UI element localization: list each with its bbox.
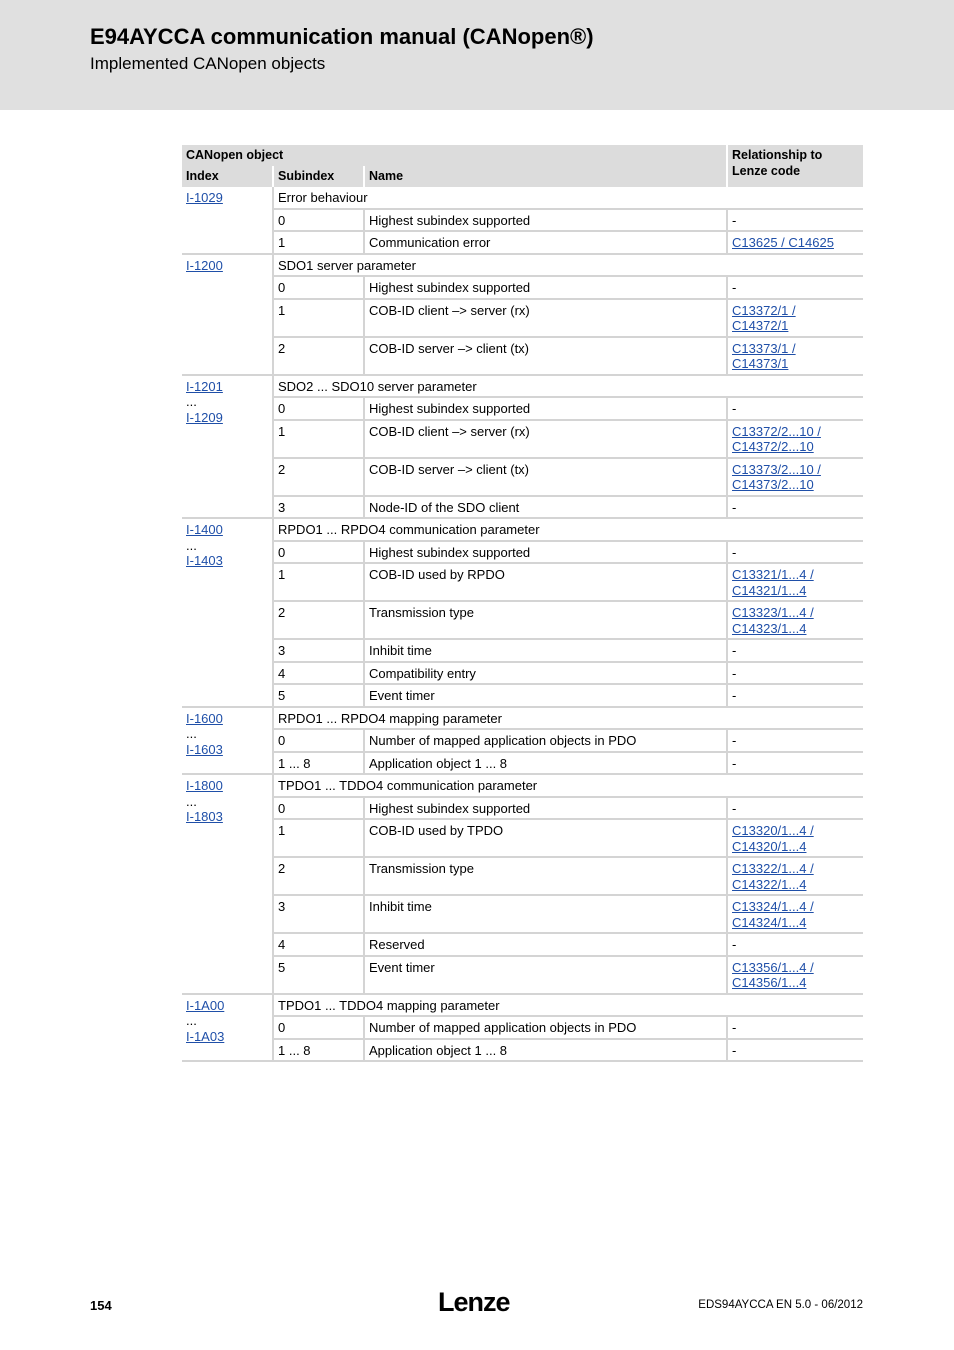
lenze-code-link[interactable]: C14373/1: [732, 356, 789, 371]
relationship-none: -: [732, 937, 737, 952]
index-link[interactable]: I-1209: [186, 409, 223, 425]
page-number: 154: [90, 1298, 112, 1313]
name-cell: COB-ID server –> client (tx): [364, 337, 727, 375]
name-cell: Compatibility entry: [364, 662, 727, 685]
table-row: [182, 231, 863, 254]
lenze-code-link[interactable]: C13625 / C14625: [732, 235, 834, 250]
subindex-cell: 2: [273, 458, 364, 496]
index-cell: [182, 254, 273, 375]
relationship-cell: [727, 895, 863, 933]
name-cell: Highest subindex supported: [364, 209, 727, 232]
index-ellipsis: ...: [186, 1013, 197, 1028]
name-cell: Highest subindex supported: [364, 797, 727, 820]
name-cell: Transmission type: [364, 601, 727, 639]
relationship-header: Relationship to Lenze code: [727, 145, 863, 187]
lenze-code-link[interactable]: C14323/1...4: [732, 620, 807, 636]
index-link[interactable]: I-1803: [186, 809, 223, 824]
subindex-cell: 1: [273, 231, 364, 254]
subindex-cell: 4: [273, 662, 364, 685]
table-row: [182, 857, 863, 895]
table-row: [182, 276, 863, 299]
table-row: [182, 684, 863, 707]
relationship-cell: [727, 231, 863, 254]
document-subtitle: Implemented CANopen objects: [90, 54, 326, 73]
subindex-cell: 2: [273, 337, 364, 375]
relationship-cell: [727, 1016, 863, 1039]
subindex-cell: 0: [273, 797, 364, 820]
table-row: [182, 729, 863, 752]
relationship-cell: [727, 541, 863, 564]
relationship-none: -: [732, 1042, 737, 1058]
relationship-cell: [727, 299, 863, 337]
name-cell: Event timer: [364, 956, 727, 994]
subindex-cell: 1 ... 8: [273, 1039, 364, 1062]
relationship-cell: [727, 933, 863, 956]
relationship-cell: [727, 276, 863, 299]
relationship-cell: [727, 397, 863, 420]
subindex-cell: 1: [273, 563, 364, 601]
table-row: [182, 662, 863, 685]
subindex-cell: 4: [273, 933, 364, 956]
relationship-cell: [727, 662, 863, 685]
relationship-cell: [727, 458, 863, 496]
table-row: [182, 375, 863, 398]
name-cell: COB-ID client –> server (rx): [364, 299, 727, 337]
name-cell: Highest subindex supported: [364, 397, 727, 420]
index-header: Index: [182, 166, 273, 187]
index-link[interactable]: I-1400: [186, 522, 223, 537]
table-row: [182, 707, 863, 730]
object-title: RPDO1 ... RPDO4 communication parameter: [273, 518, 863, 541]
subindex-cell: 5: [273, 684, 364, 707]
index-link[interactable]: I-1403: [186, 553, 223, 568]
relationship-cell: [727, 729, 863, 752]
object-title: SDO1 server parameter: [273, 254, 863, 277]
subindex-cell: 1: [273, 299, 364, 337]
relationship-none: -: [732, 755, 737, 771]
name-cell: Number of mapped application objects in PDO: [364, 729, 727, 752]
index-link[interactable]: I-1029: [186, 190, 223, 205]
subindex-cell: 1: [273, 420, 364, 458]
document-id: EDS94AYCCA EN 5.0 - 06/2012: [698, 1299, 863, 1311]
lenze-code-link[interactable]: C14373/2...10: [732, 477, 814, 492]
lenze-code-link[interactable]: C14321/1...4: [732, 582, 807, 598]
relationship-none: -: [732, 800, 737, 816]
relationship-cell: [727, 1039, 863, 1062]
subindex-cell: 0: [273, 1016, 364, 1039]
name-cell: Communication error: [364, 231, 727, 254]
name-cell: COB-ID server –> client (tx): [364, 458, 727, 496]
relationship-cell: [727, 956, 863, 994]
relationship-cell: [727, 752, 863, 775]
index-cell: [182, 187, 273, 254]
name-cell: Application object 1 ... 8: [364, 752, 727, 775]
lenze-code-link[interactable]: C14322/1...4: [732, 876, 807, 892]
index-link[interactable]: I-1800: [186, 778, 223, 793]
relationship-none: -: [732, 280, 737, 295]
relationship-cell: [727, 684, 863, 707]
subindex-cell: 5: [273, 956, 364, 994]
relationship-none: -: [732, 1020, 737, 1035]
subindex-cell: 2: [273, 857, 364, 895]
table-row: [182, 895, 863, 933]
canopen-objects-table: [182, 145, 863, 1062]
index-link[interactable]: I-1603: [186, 741, 223, 757]
table-row: [182, 518, 863, 541]
name-cell: Node-ID of the SDO client: [364, 496, 727, 519]
name-cell: COB-ID used by RPDO: [364, 563, 727, 601]
object-title: RPDO1 ... RPDO4 mapping parameter: [273, 707, 863, 730]
relationship-cell: [727, 337, 863, 375]
lenze-code-link[interactable]: C13356/1...4 /: [732, 959, 814, 975]
name-cell: COB-ID client –> server (rx): [364, 420, 727, 458]
index-link[interactable]: I-1A03: [186, 1028, 225, 1044]
table-row: [182, 209, 863, 232]
subindex-cell: 3: [273, 895, 364, 933]
name-cell: Inhibit time: [364, 895, 727, 933]
object-title: TPDO1 ... TDDO4 communication parameter: [273, 774, 863, 797]
subindex-cell: 0: [273, 276, 364, 299]
lenze-code-link[interactable]: C13324/1...4 /: [732, 899, 814, 914]
relationship-none: -: [732, 733, 737, 748]
table-row: [182, 601, 863, 639]
index-ellipsis: ...: [186, 537, 197, 553]
lenze-code-link[interactable]: C13321/1...4 /: [732, 567, 814, 582]
relationship-none: -: [732, 643, 737, 658]
subindex-cell: 0: [273, 397, 364, 420]
lenze-code-link[interactable]: C14324/1...4: [732, 914, 807, 930]
index-cell: [182, 518, 273, 707]
name-cell: Number of mapped application objects in PDO: [364, 1016, 727, 1039]
table-row: [182, 752, 863, 775]
table-row: [182, 563, 863, 601]
index-link[interactable]: I-1200: [186, 257, 223, 273]
relationship-none: -: [732, 544, 737, 560]
name-cell: COB-ID used by TPDO: [364, 819, 727, 857]
lenze-code-link[interactable]: C14356/1...4: [732, 975, 807, 990]
subindex-cell: 1: [273, 819, 364, 857]
table-row: [182, 187, 863, 209]
index-cell: [182, 375, 273, 519]
relationship-none: -: [732, 499, 737, 515]
subindex-cell: 3: [273, 639, 364, 662]
lenze-code-link[interactable]: C13372/1 /: [732, 302, 796, 318]
lenze-code-link[interactable]: C13322/1...4 /: [732, 861, 814, 876]
index-link[interactable]: I-1600: [186, 710, 223, 726]
table-row: [182, 774, 863, 797]
relationship-cell: [727, 857, 863, 895]
object-title: TPDO1 ... TDDO4 mapping parameter: [273, 994, 863, 1017]
table-row: [182, 299, 863, 337]
index-cell: [182, 707, 273, 775]
relationship-cell: [727, 209, 863, 232]
document-title: E94AYCCA communication manual (CANopen®): [90, 24, 594, 49]
lenze-code-link[interactable]: C13373/1 /: [732, 340, 796, 356]
relationship-cell: [727, 563, 863, 601]
table-body: [182, 187, 863, 1061]
index-link[interactable]: I-1A00: [186, 997, 225, 1013]
relationship-cell: [727, 496, 863, 519]
subindex-cell: 3: [273, 496, 364, 519]
table-row: [182, 541, 863, 564]
table-row: [182, 994, 863, 1017]
object-title: Error behaviour: [273, 187, 863, 209]
subindex-cell: 0: [273, 729, 364, 752]
table-row: [182, 458, 863, 496]
table-row: [182, 956, 863, 994]
table-row: [182, 420, 863, 458]
table-row: [182, 1016, 863, 1039]
table-row: [182, 819, 863, 857]
name-header: Name: [364, 166, 727, 187]
table-row: [182, 254, 863, 277]
lenze-code-link[interactable]: C13320/1...4 /: [732, 823, 814, 838]
name-cell: Highest subindex supported: [364, 276, 727, 299]
index-cell: [182, 994, 273, 1062]
lenze-code-link[interactable]: C13373/2...10 /: [732, 461, 821, 477]
lenze-code-link[interactable]: C13372/2...10 /: [732, 423, 821, 439]
name-cell: Transmission type: [364, 857, 727, 895]
relationship-cell: [727, 420, 863, 458]
table-row: [182, 933, 863, 956]
name-cell: Application object 1 ... 8: [364, 1039, 727, 1062]
name-cell: Reserved: [364, 933, 727, 956]
relationship-none: -: [732, 212, 737, 228]
name-cell: Inhibit time: [364, 639, 727, 662]
table-row: [182, 639, 863, 662]
subindex-cell: 2: [273, 601, 364, 639]
subindex-cell: 1 ... 8: [273, 752, 364, 775]
relationship-cell: [727, 797, 863, 820]
lenze-code-link[interactable]: C14320/1...4: [732, 838, 807, 854]
subindex-cell: 0: [273, 209, 364, 232]
table-row: [182, 1039, 863, 1062]
group-header: CANopen object: [182, 145, 727, 166]
index-ellipsis: ...: [186, 726, 197, 741]
lenze-code-link[interactable]: C14372/2...10: [732, 439, 814, 454]
lenze-logo: Lenze: [438, 1287, 510, 1317]
table-row: [182, 397, 863, 420]
name-cell: Event timer: [364, 684, 727, 707]
page-header: [0, 0, 954, 110]
name-cell: Highest subindex supported: [364, 541, 727, 564]
subindex-header: Subindex: [273, 166, 364, 187]
relationship-none: -: [732, 401, 737, 416]
index-ellipsis: ...: [186, 793, 197, 809]
index-link[interactable]: I-1201: [186, 378, 223, 394]
object-title: SDO2 ... SDO10 server parameter: [273, 375, 863, 398]
relationship-none: -: [732, 688, 737, 703]
subindex-cell: 0: [273, 541, 364, 564]
relationship-none: -: [732, 665, 737, 681]
index-ellipsis: ...: [186, 394, 197, 409]
table-row: [182, 337, 863, 375]
relationship-cell: [727, 639, 863, 662]
lenze-code-link[interactable]: C13323/1...4 /: [732, 605, 814, 620]
relationship-cell: [727, 819, 863, 857]
table-row: [182, 797, 863, 820]
lenze-code-link[interactable]: C14372/1: [732, 318, 789, 333]
table-row: [182, 496, 863, 519]
index-cell: [182, 774, 273, 994]
relationship-cell: [727, 601, 863, 639]
